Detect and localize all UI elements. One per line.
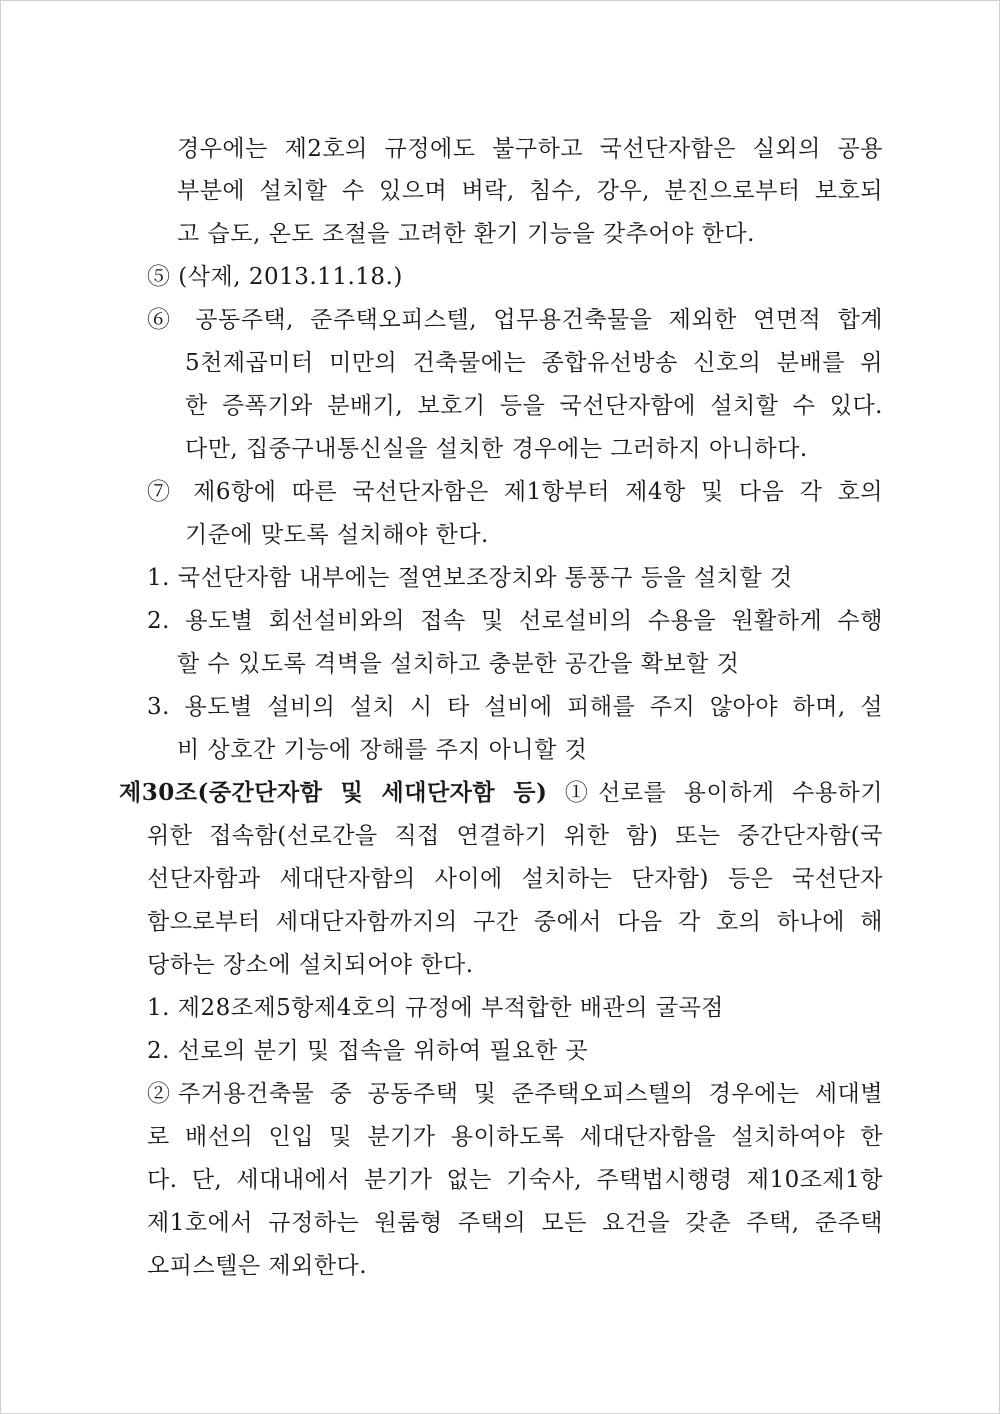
paragraph-line: 다만, 집중구내통신실을 설치한 경우에는 그러하지 아니하다. <box>185 436 808 462</box>
paragraph-line: 위한 접속함(선로간을 직접 연결하기 위한 함) 또는 중간단자함(국 <box>147 823 883 849</box>
paragraph-line: 경우에는 제2호의 규정에도 불구하고 국선단자함은 실외의 공용 <box>177 136 883 162</box>
clause-7: ⑦ 제6항에 따른 국선단자함은 제1항부터 제4항 및 다음 각 호의 <box>147 479 883 505</box>
clause-6: ⑥ 공동주택, 준주택오피스텔, 업무용건축물을 제외한 연면적 합계 <box>147 307 883 333</box>
paragraph-line: 선단자함과 세대단자함의 사이에 설치하는 단자함) 등은 국선단자 <box>147 866 883 892</box>
list-item-1: 1. 국선단자함 내부에는 절연보조장치와 통풍구 등을 설치할 것 <box>147 565 793 591</box>
paragraph-line: 고 습도, 온도 조절을 고려한 환기 기능을 갖추어야 한다. <box>177 221 755 247</box>
paragraph-line: 5천제곱미터 미만의 건축물에는 종합유선방송 신호의 분배를 위 <box>185 350 883 376</box>
paragraph-line: 할 수 있도록 격벽을 설치하고 충분한 공간을 확보할 것 <box>177 651 740 677</box>
paragraph-line: 로 배선의 인입 및 분기가 용이하도록 세대단자함을 설치하여야 한 <box>147 1124 883 1150</box>
list-item-3: 3. 용도별 설비의 설치 시 타 설비에 피해를 주지 않아야 하며, 설 <box>147 694 883 720</box>
paragraph-line: 기준에 맞도록 설치해야 한다. <box>185 522 489 548</box>
paragraph-line: 오피스텔은 제외한다. <box>147 1253 368 1279</box>
list-item-1: 1. 제28조제5항제4호의 규정에 부적합한 배관의 굴곡점 <box>147 995 724 1021</box>
paragraph-line: 부분에 설치할 수 있으며 벼락, 침수, 강우, 분진으로부터 보호되 <box>177 178 883 204</box>
list-item-2: 2. 용도별 회선설비와의 접속 및 선로설비의 수용을 원활하게 수행 <box>147 608 883 634</box>
paragraph-line: 제1호에서 규정하는 원룸형 주택의 모든 요건을 갖춘 주택, 준주택 <box>147 1210 883 1236</box>
clause-2: ②주거용건축물 중 공동주택 및 준주택오피스텔의 경우에는 세대별 <box>147 1081 883 1107</box>
paragraph-line: 비 상호간 기능에 장해를 주지 아니할 것 <box>177 737 588 763</box>
paragraph-line: 당하는 장소에 설치되어야 한다. <box>147 952 474 978</box>
clause-5: ⑤ (삭제, 2013.11.18.) <box>147 264 403 290</box>
paragraph-line: 함으로부터 세대단자함까지의 구간 중에서 다음 각 호의 하나에 해 <box>147 909 883 935</box>
list-item-2: 2. 선로의 분기 및 접속을 위하여 필요한 곳 <box>147 1038 589 1064</box>
article-30-text: ①선로를 용이하게 수용하기 <box>547 780 883 806</box>
article-30-heading: 제30조(중간단자함 및 세대단자함 등) <box>119 779 548 806</box>
paragraph-line: 한 증폭기와 분배기, 보호기 등을 국선단자함에 설치할 수 있다. <box>185 393 883 419</box>
article-30-first-line <box>119 778 883 808</box>
paragraph-line: 다. 단, 세대내에서 분기가 없는 기숙사, 주택법시행령 제10조제1항 <box>147 1167 883 1193</box>
